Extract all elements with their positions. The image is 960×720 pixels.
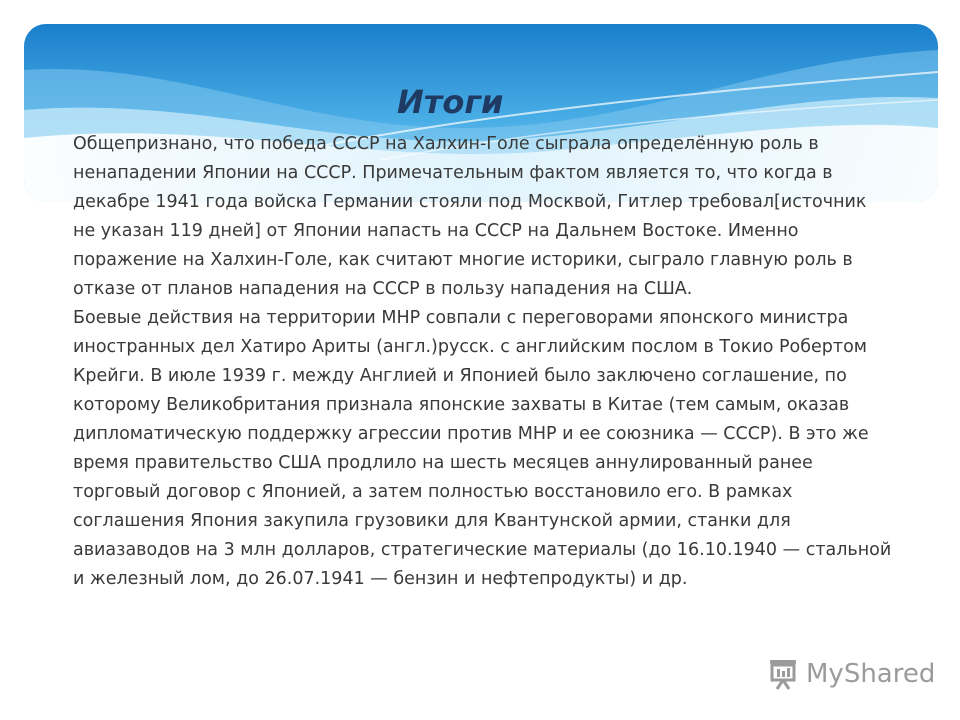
myshared-watermark	[766, 656, 935, 692]
paragraph: Боевые действия на территории МНР совпали с переговорами японского министра иностранных дел Хатиро Ариты (англ.)русск. с английским послом в Токио Робертом Крейги. В июле 1939 г. между Англией и Японией было заключено соглашение, по которому Великобритания признала японские захваты в Китае (тем самым, оказав дипломатическую поддержку агрессии против МНР и ее союзника — СССР). В это же время правительство США продлило на шесть месяцев аннулированный ранее торговый договор с Японией, а затем полностью восстановило его. В рамках соглашения Япония закупила грузовики для Квантунской армии, станки для авиазаводов на 3 млн долларов, стратегические материалы (до 16.10.1940 — стальной и железный лом, до 26.07.1941 — бензин и нефтепродукты) и др.	[73, 308, 892, 589]
slide-title: Итоги	[397, 83, 504, 121]
watermark-text: MyShared	[806, 659, 936, 689]
presentation-screen-icon	[766, 657, 800, 691]
slide-body	[73, 130, 893, 594]
paragraph: Общепризнано, что победа СССР на Халхин-Голе сыграла определённую роль в ненападении Японии на СССР. Примечательным фактом является то, что когда в декабре 1941 года войска Германии стояли под Москвой, Гитлер требовал[источник не указан 119 дней] от Японии напасть на СССР на Дальнем Востоке. Именно поражение на Халхин-Голе, как считают многие историки, сыграло главную роль в отказе от планов нападения на СССР в пользу нападения на США.	[73, 134, 867, 299]
